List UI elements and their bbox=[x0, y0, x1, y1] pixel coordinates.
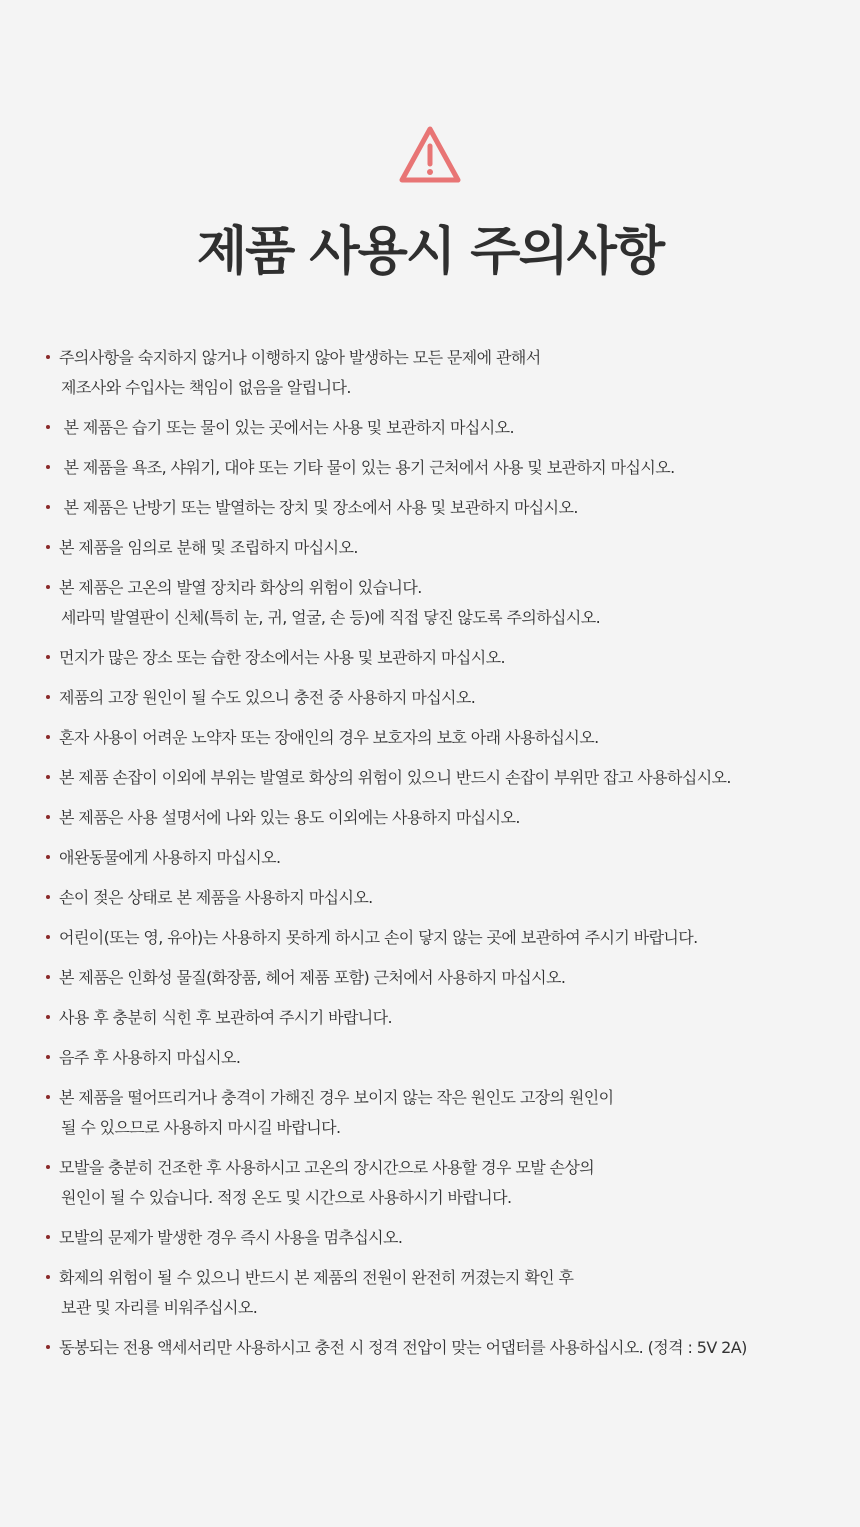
notice-item bbox=[46, 1223, 846, 1253]
notice-text: 먼지가 많은 장소 또는 습한 장소에서는 사용 및 보관하지 마십시오. bbox=[59, 648, 505, 667]
notice-item bbox=[46, 1043, 846, 1073]
bullet-dot bbox=[46, 655, 50, 659]
notice-text: 음주 후 사용하지 마십시오. bbox=[59, 1048, 241, 1067]
bullet-dot bbox=[46, 505, 50, 509]
notice-text: 주의사항을 숙지하지 않거나 이행하지 않아 발생하는 모든 문제에 관해서 bbox=[59, 348, 541, 367]
notice-item bbox=[46, 843, 846, 873]
bullet-dot bbox=[46, 425, 50, 429]
page-title: 제품 사용시 주의사항 bbox=[196, 222, 664, 282]
notice-item bbox=[46, 763, 846, 793]
notice-text: 본 제품은 고온의 발열 장치라 화상의 위험이 있습니다. bbox=[59, 578, 422, 597]
notice-text: 본 제품은 사용 설명서에 나와 있는 용도 이외에는 사용하지 마십시오. bbox=[59, 808, 520, 827]
notice-text: 본 제품 손잡이 이외에 부위는 발열로 화상의 위험이 있으니 반드시 손잡이 부위만 잡고 사용하십시오. bbox=[59, 768, 731, 787]
bullet-dot bbox=[46, 735, 50, 739]
bullet-dot bbox=[46, 1165, 50, 1169]
notice-text: 모발의 문제가 발생한 경우 즉시 사용을 멈추십시오. bbox=[59, 1228, 403, 1247]
notice-text: 어린이(또는 영, 유아)는 사용하지 못하게 하시고 손이 닿지 않는 곳에 보관하여 주시기 바랍니다. bbox=[59, 928, 698, 947]
bullet-dot bbox=[46, 355, 50, 359]
bullet-dot bbox=[46, 935, 50, 939]
notice-item bbox=[46, 533, 846, 563]
notice-item bbox=[46, 1153, 846, 1213]
bullet-dot bbox=[46, 1095, 50, 1099]
notice-text: 모발을 충분히 건조한 후 사용하시고 고온의 장시간으로 사용할 경우 모발 손상의 bbox=[59, 1158, 595, 1177]
notice-text: 사용 후 충분히 식힌 후 보관하여 주시기 바랍니다. bbox=[59, 1008, 393, 1027]
notice-item bbox=[46, 963, 846, 993]
notice-item bbox=[46, 343, 846, 403]
bullet-dot bbox=[46, 855, 50, 859]
notice-text: 보관 및 자리를 비워주십시오. bbox=[61, 1298, 258, 1317]
bullet-dot bbox=[46, 585, 50, 589]
bullet-dot bbox=[46, 1235, 50, 1239]
notice-text: 원인이 될 수 있습니다. 적정 온도 및 시간으로 사용하시기 바랍니다. bbox=[61, 1188, 512, 1207]
notice-item bbox=[46, 573, 846, 633]
notice-item bbox=[46, 453, 846, 483]
bullet-dot bbox=[46, 1345, 50, 1349]
notice-text: 될 수 있으므로 사용하지 마시길 바랍니다. bbox=[61, 1118, 341, 1137]
notice-text: 동봉되는 전용 액세서리만 사용하시고 충전 시 정격 전압이 맞는 어댑터를 사용하십시오. (정격 : 5V 2A) bbox=[59, 1338, 747, 1357]
notice-text: 본 제품을 욕조, 샤워기, 대야 또는 기타 물이 있는 용기 근처에서 사용 및 보관하지 마십시오. bbox=[59, 458, 675, 477]
notice-text: 애완동물에게 사용하지 마십시오. bbox=[59, 848, 281, 867]
bullet-dot bbox=[46, 775, 50, 779]
notice-item bbox=[46, 643, 846, 673]
notice-text: 본 제품을 떨어뜨리거나 충격이 가해진 경우 보이지 않는 작은 원인도 고장의 원인이 bbox=[59, 1088, 614, 1107]
notice-text: 손이 젖은 상태로 본 제품을 사용하지 마십시오. bbox=[59, 888, 373, 907]
bullet-dot bbox=[46, 465, 50, 469]
notice-item bbox=[46, 413, 846, 443]
notice-item bbox=[46, 1003, 846, 1033]
notice-text: 본 제품은 난방기 또는 발열하는 장치 및 장소에서 사용 및 보관하지 마십시오. bbox=[59, 498, 578, 517]
notice-text: 본 제품을 임의로 분해 및 조립하지 마십시오. bbox=[59, 538, 358, 557]
notice-text: 제조사와 수입사는 책임이 없음을 알립니다. bbox=[61, 378, 351, 397]
bullet-dot bbox=[46, 1275, 50, 1279]
bullet-dot bbox=[46, 545, 50, 549]
notice-item bbox=[46, 923, 846, 953]
notice-item bbox=[46, 683, 846, 713]
notice-item bbox=[46, 803, 846, 833]
bullet-dot bbox=[46, 895, 50, 899]
bullet-dot bbox=[46, 975, 50, 979]
notice-text: 제품의 고장 원인이 될 수도 있으니 충전 중 사용하지 마십시오. bbox=[59, 688, 476, 707]
notice-item bbox=[46, 1083, 846, 1143]
notice-item bbox=[46, 883, 846, 913]
notice-text: 본 제품은 습기 또는 물이 있는 곳에서는 사용 및 보관하지 마십시오. bbox=[59, 418, 514, 437]
notice-text: 혼자 사용이 어려운 노약자 또는 장애인의 경우 보호자의 보호 아래 사용하십시오. bbox=[59, 728, 599, 747]
notice-text: 세라믹 발열판이 신체(특히 눈, 귀, 얼굴, 손 등)에 직접 닿진 않도록 주의하십시오. bbox=[61, 608, 601, 627]
notice-item bbox=[46, 1263, 846, 1323]
notice-item bbox=[46, 1333, 846, 1363]
notice-text: 본 제품은 인화성 물질(화장품, 헤어 제품 포함) 근처에서 사용하지 마십시오. bbox=[59, 968, 566, 987]
notice-text: 화제의 위험이 될 수 있으니 반드시 본 제품의 전원이 완전히 꺼졌는지 확인 후 bbox=[59, 1268, 574, 1287]
bullet-dot bbox=[46, 1055, 50, 1059]
notice-list bbox=[46, 343, 846, 1373]
notice-item bbox=[46, 493, 846, 523]
bullet-dot bbox=[46, 1015, 50, 1019]
bullet-dot bbox=[46, 815, 50, 819]
warning-triangle-icon bbox=[397, 124, 463, 186]
bullet-dot bbox=[46, 695, 50, 699]
notice-item bbox=[46, 723, 846, 753]
